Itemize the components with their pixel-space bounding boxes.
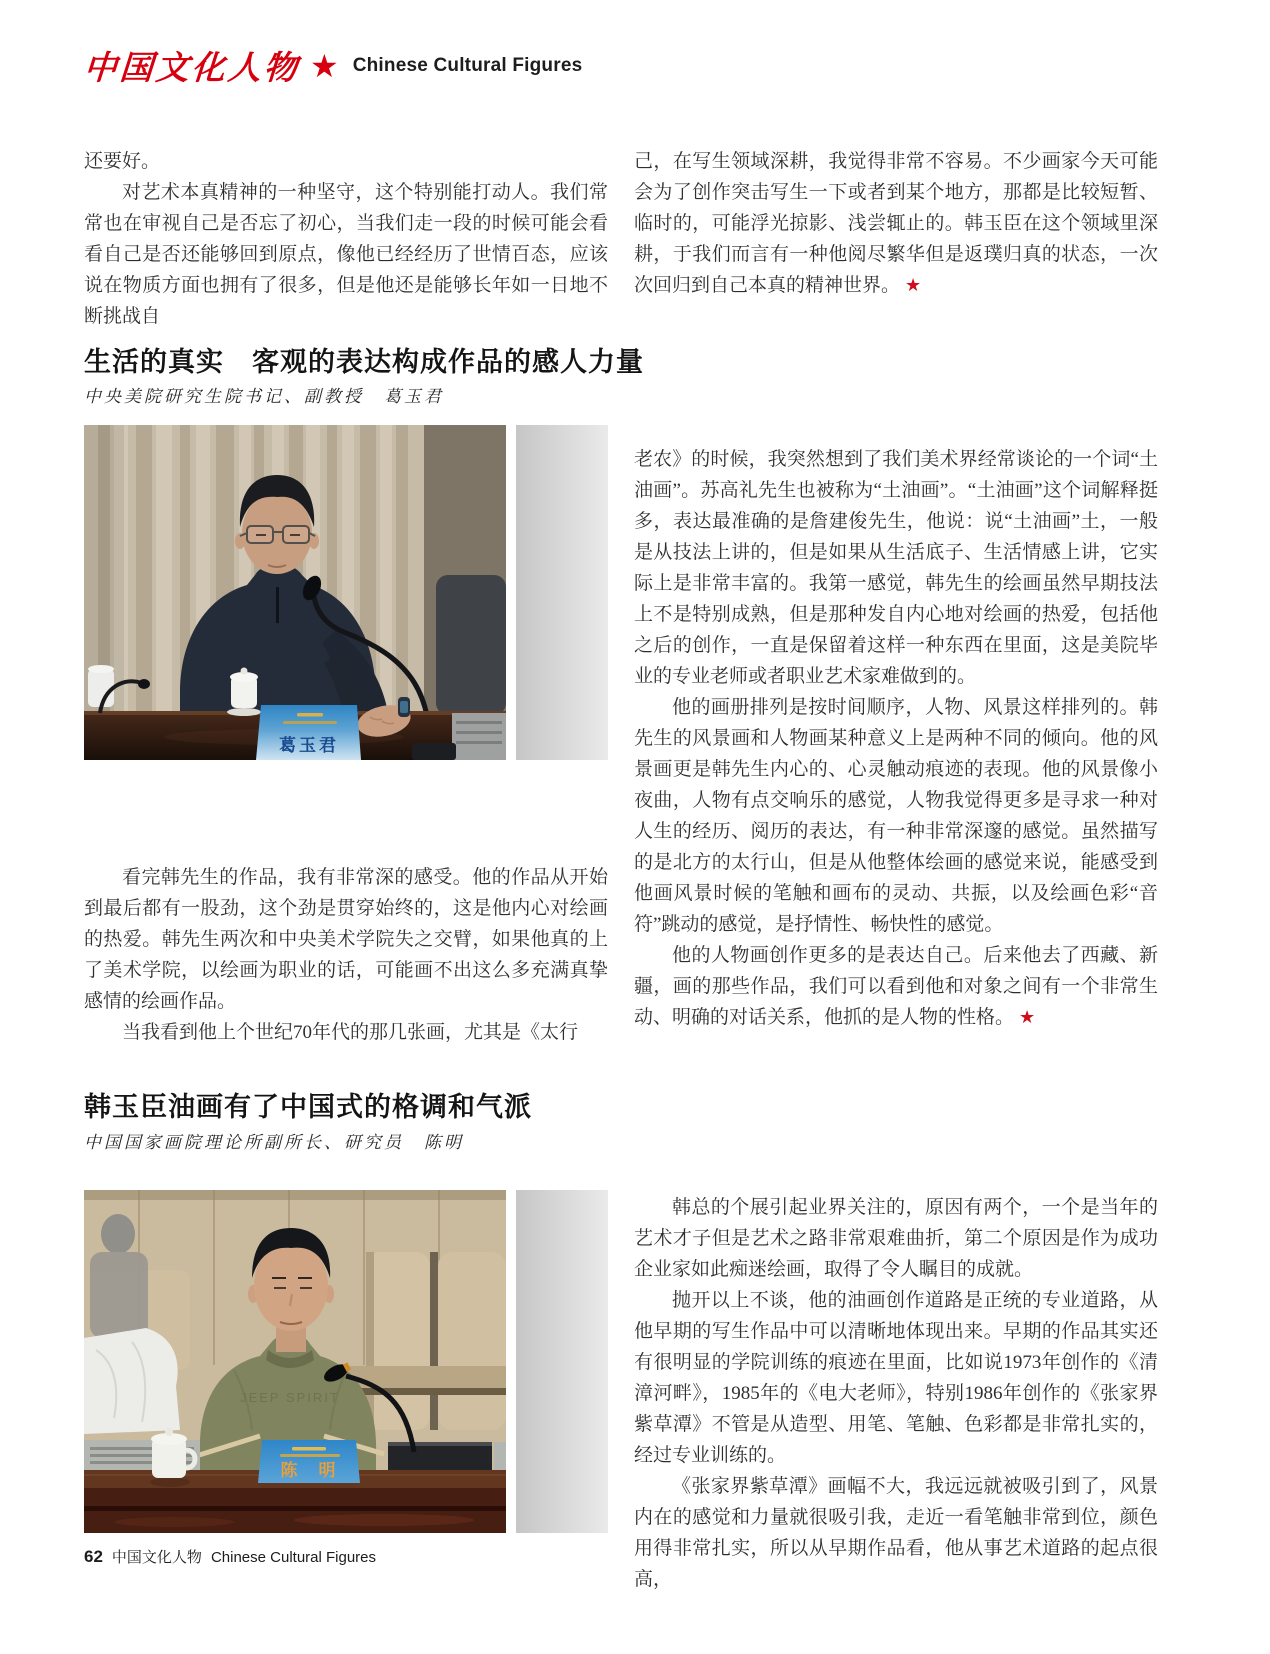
paragraph xyxy=(634,146,1158,301)
paragraph: 看完韩先生的作品，我有非常深的感受。他的作品从开始到最后都有一股劲，这个劲是贯穿始终的，这是他内心对绘画的热爱。韩先生两次和中央美术学院失之交臂，如果他真的上了美术学院，以绘画为职业的话，可能画不出这么多充满真挚感情的绘画作品。 xyxy=(84,867,608,1012)
footer-journal-english: Chinese Cultural Figures xyxy=(210,1549,377,1566)
article1-heading: 生活的真实 客观的表达构成作品的感人力量 xyxy=(84,347,644,377)
article1-right-column xyxy=(634,444,1158,1033)
name-card xyxy=(258,1440,360,1483)
continuation-left-column xyxy=(84,146,608,332)
paragraph: 当我看到他上个世纪70年代的那几张画，尤其是《太行 xyxy=(122,1022,579,1043)
continuation-right-column xyxy=(634,146,1158,301)
paragraph: 韩总的个展引起业界关注的，原因有两个，一个是当年的艺术才子但是艺术之路非常艰难曲折，第二个原因是作为成功企业家如此痴迷绘画，取得了令人瞩目的成就。 xyxy=(634,1197,1158,1280)
page-number: 62 xyxy=(84,1547,103,1566)
paragraph: 对艺术本真精神的一种坚守，这个特别能打动人。我们常常也在审视自己是否忘了初心，当我们走一段的时候可能会看看自己是否还能够回到原点，像他已经经历了世情百态，应该说在物质方面也拥有了很多，但是他还是能够长年如一日地不断挑战自 xyxy=(84,182,608,327)
photo-side-band xyxy=(516,425,608,760)
paragraph: 抛开以上不谈，他的油画创作道路是正统的专业道路，从他早期的写生作品中可以清晰地体现出来。早期的作品其实还有很明显的学院训练的痕迹在里面，比如说1973年创作的《清漳河畔》，1985年的《电大老师》，特别1986年创作的《张家界紫草潭》不管是从造型、用笔、笔触、色彩都是非常扎实的，经过专业训练的。 xyxy=(634,1290,1158,1466)
article2-photo xyxy=(84,1190,506,1533)
sweatshirt-text: JEEP SPIRIT xyxy=(240,1390,340,1405)
photo-side-band xyxy=(516,1190,608,1533)
paragraph-text: 己，在写生领域深耕，我觉得非常不容易。不少画家今天可能会为了创作突击写生一下或者到某个地方，那都是比较短暂、临时的，可能浮光掠影、浅尝辄止的。韩玉臣在这个领域里深耕，于我们而言有一种他阅尽繁华但是返璞归真的状态，一次次回归到自己本真的精神世界。 xyxy=(634,151,1158,296)
article-end-star: ★ xyxy=(905,275,922,296)
article2-heading: 韩玉臣油画有了中国式的格调和气派 xyxy=(84,1092,532,1122)
article1-photo xyxy=(84,425,506,760)
magazine-logo-english: Chinese Cultural Figures xyxy=(352,54,583,76)
article2-right-column xyxy=(634,1192,1158,1595)
chair-back xyxy=(436,575,506,715)
name-card xyxy=(256,705,361,760)
article-end-star: ★ xyxy=(1019,1007,1036,1028)
name-card-text: 葛玉君 xyxy=(279,736,339,755)
article1-byline: 中央美院研究生院书记、副教授 葛玉君 xyxy=(84,387,444,406)
logo-star-icon: ★ xyxy=(310,46,339,85)
white-cloth xyxy=(84,1328,180,1434)
conference-photo-ge-yujun xyxy=(84,425,506,760)
conference-photo-chen-ming xyxy=(84,1190,506,1533)
paragraph: 《张家界紫草潭》画幅不大，我远远就被吸引到了，风景内在的感觉和力量就很吸引我，走近一看笔触非常到位，颜色用得非常扎实，所以从早期作品看，他从事艺术道路的起点很高， xyxy=(634,1476,1158,1590)
paragraph: 老农》的时候，我突然想到了我们美术界经常谈论的一个词“土油画”。苏高礼先生也被称为“土油画”。“土油画”这个词解释挺多，表达最准确的是詹建俊先生，他说：说“土油画”土，一般是从技法上讲的，但是如果从生活底子、生活情感上讲，它实际上是非常丰富的。我第一感觉，韩先生的绘画虽然早期技法上不是特别成熟，但是那种发自内心地对绘画的热爱，包括他之后的创作，一直是保留着这样一种东西在里面，这是美院毕业的专业老师或者职业艺术家难做到的。 xyxy=(634,449,1158,687)
footer-journal-chinese: 中国文化人物 xyxy=(111,1549,202,1566)
masthead xyxy=(84,42,582,89)
white-pot xyxy=(88,665,114,707)
page-footer xyxy=(84,1546,376,1567)
magazine-logo-chinese: 中国文化人物 xyxy=(82,48,302,87)
paragraph: 他的画册排列是按时间顺序，人物、风景这样排列的。韩先生的风景画和人物画某种意义上是两种不同的倾向。他的风景画更是韩先生内心的、心灵触动痕迹的表现。他的风景像小夜曲，人物有点交响乐的感觉，人物我觉得更多是寻求一种对人生的经历、阅历的表达，有一种非常深邃的感觉。虽然描写的是北方的太行山，但是从他整体绘画的感觉来说，能感受到他画风景时候的笔触和画布的灵动、共振，以及绘画色彩“音符”跳动的感觉，是抒情性、畅快性的感觉。 xyxy=(634,697,1158,935)
article2-byline: 中国国家画院理论所副所长、研究员 陈明 xyxy=(84,1133,464,1152)
paragraph xyxy=(634,940,1158,1033)
paragraph: 还要好。 xyxy=(84,151,161,172)
paragraph-text: 他的人物画创作更多的是表达自己。后来他去了西藏、新疆，画的那些作品，我们可以看到他和对象之间有一个非常生动、明确的对话关系，他抓的是人物的性格。 xyxy=(634,945,1158,1028)
article1-left-column xyxy=(84,862,608,1048)
name-card-text: 陈 明 xyxy=(280,1461,338,1480)
